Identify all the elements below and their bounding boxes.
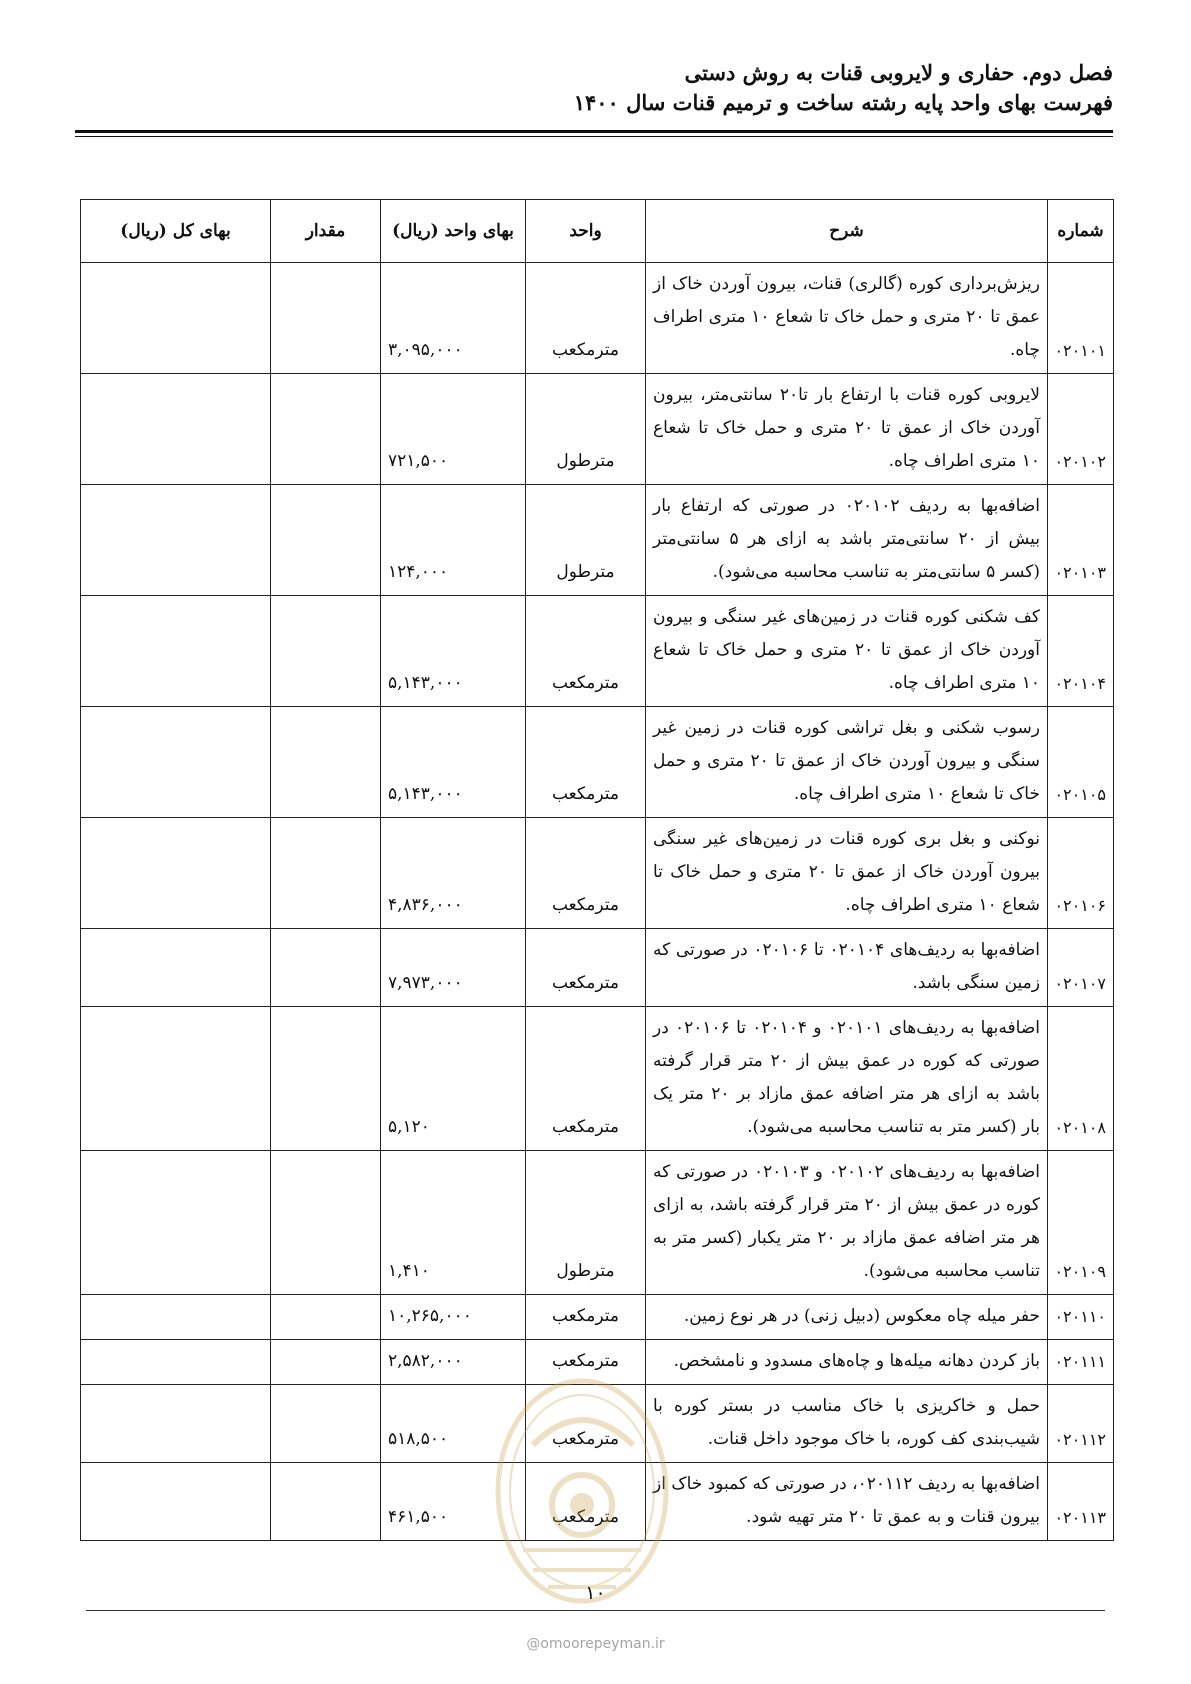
row-quantity <box>271 485 381 596</box>
row-quantity <box>271 818 381 929</box>
table-row <box>81 374 1114 485</box>
row-number: ۰۲۰۱۰۲ <box>1048 374 1114 485</box>
row-unit: مترمکعب <box>526 1385 646 1463</box>
row-number: ۰۲۰۱۰۴ <box>1048 596 1114 707</box>
row-total <box>81 707 271 818</box>
row-unit-price: ۷,۹۷۳,۰۰۰ <box>381 929 526 1007</box>
row-number: ۰۲۰۱۰۸ <box>1048 1007 1114 1151</box>
row-description: کف شکنی کوره قنات در زمین‌های غیر سنگی و بیرون آوردن خاک از عمق تا ۲۰ متری و حمل خاک تا شعاع ۱۰ متری اطراف چاه. <box>646 596 1048 707</box>
website-label: @omoorepeyman.ir <box>526 1636 665 1652</box>
row-total <box>81 263 271 374</box>
row-quantity <box>271 707 381 818</box>
row-quantity <box>271 929 381 1007</box>
row-quantity <box>271 1463 381 1541</box>
header-rule-thick <box>75 130 1113 133</box>
row-unit: مترطول <box>526 374 646 485</box>
row-quantity <box>271 596 381 707</box>
row-unit-price: ۴۶۱,۵۰۰ <box>381 1463 526 1541</box>
table-row <box>81 1295 1114 1340</box>
row-unit: مترمکعب <box>526 596 646 707</box>
row-unit-price: ۳,۰۹۵,۰۰۰ <box>381 263 526 374</box>
row-total <box>81 1151 271 1295</box>
price-list-table <box>80 199 1114 1541</box>
row-unit: مترطول <box>526 485 646 596</box>
row-unit-price: ۱۰,۲۶۵,۰۰۰ <box>381 1295 526 1340</box>
row-number: ۰۲۰۱۰۷ <box>1048 929 1114 1007</box>
table-row <box>81 929 1114 1007</box>
row-unit: مترمکعب <box>526 818 646 929</box>
row-unit: مترمکعب <box>526 929 646 1007</box>
row-unit: مترمکعب <box>526 707 646 818</box>
table-row <box>81 818 1114 929</box>
header-rule-thin <box>75 136 1113 137</box>
row-description: ریزش‌برداری کوره (گالری) قنات، بیرون آوردن خاک از عمق تا ۲۰ متری و حمل خاک تا شعاع ۱۰ متری اطراف چاه. <box>646 263 1048 374</box>
table-row <box>81 1463 1114 1541</box>
row-number: ۰۲۰۱۱۰ <box>1048 1295 1114 1340</box>
row-unit: مترمکعب <box>526 263 646 374</box>
row-description: باز کردن دهانه میله‌ها و چاه‌های مسدود و نامشخص. <box>646 1340 1048 1385</box>
row-unit-price: ۱۲۴,۰۰۰ <box>381 485 526 596</box>
page-number: ۱۰ <box>585 1582 606 1604</box>
row-description: اضافه‌بها به ردیف ۰۲۰۱۱۲، در صورتی که کمبود خاک از بیرون قنات و به عمق تا ۲۰ متر تهیه شود. <box>646 1463 1048 1541</box>
row-unit: مترمکعب <box>526 1007 646 1151</box>
table-body <box>81 263 1114 1541</box>
row-unit: مترمکعب <box>526 1340 646 1385</box>
row-description: حفر میله چاه معکوس (دبیل زنی) در هر نوع زمین. <box>646 1295 1048 1340</box>
row-description: اضافه‌بها به ردیف‌های ۰۲۰۱۰۲ و ۰۲۰۱۰۳ در صورتی که کوره در عمق بیش از ۲۰ متر قرار گرفته باشد، به ازای هر متر اضافه عمق مازاد بر ۲۰ متر یکبار (کسر متر به تناسب محاسبه می‌شود). <box>646 1151 1048 1295</box>
row-unit-price: ۲,۵۸۲,۰۰۰ <box>381 1340 526 1385</box>
row-total <box>81 1463 271 1541</box>
table-row <box>81 707 1114 818</box>
row-description: حمل و خاکریزی با خاک مناسب در بستر کوره با شیب‌بندی کف کوره، با خاک موجود داخل قنات. <box>646 1385 1048 1463</box>
table-row <box>81 263 1114 374</box>
table-row <box>81 485 1114 596</box>
row-total <box>81 374 271 485</box>
row-description: اضافه‌بها به ردیف‌های ۰۲۰۱۰۱ و ۰۲۰۱۰۴ تا ۰۲۰۱۰۶ در صورتی که کوره در عمق بیش از ۲۰ متر قرار گرفته باشد به ازای هر متر اضافه عمق مازاد بر ۲۰ متر یک بار (کسر متر به تناسب محاسبه می‌شود). <box>646 1007 1048 1151</box>
row-number: ۰۲۰۱۱۳ <box>1048 1463 1114 1541</box>
header-quantity: مقدار <box>271 200 381 263</box>
row-number: ۰۲۰۱۰۱ <box>1048 263 1114 374</box>
footer-rule <box>86 1610 1105 1611</box>
table-row <box>81 1340 1114 1385</box>
table-row <box>81 1385 1114 1463</box>
document-title: فهرست بهای واحد پایه رشته ساخت و ترمیم قنات سال ۱۴۰۰ <box>573 90 1113 115</box>
row-unit: مترطول <box>526 1151 646 1295</box>
header-unit-price: بهای واحد (ریال) <box>381 200 526 263</box>
row-quantity <box>271 1385 381 1463</box>
row-unit: مترمکعب <box>526 1463 646 1541</box>
row-total <box>81 818 271 929</box>
row-total <box>81 1295 271 1340</box>
row-number: ۰۲۰۱۰۶ <box>1048 818 1114 929</box>
row-description: رسوب شکنی و بغل تراشی کوره قنات در زمین غیر سنگی و بیرون آوردن خاک از عمق تا ۲۰ متری و حمل خاک تا شعاع ۱۰ متری اطراف چاه. <box>646 707 1048 818</box>
row-description: نوکنی و بغل بری کوره قنات در زمین‌های غیر سنگی بیرون آوردن خاک از عمق تا ۲۰ متری و حمل خاک تا شعاع ۱۰ متری اطراف چاه. <box>646 818 1048 929</box>
row-total <box>81 1007 271 1151</box>
row-number: ۰۲۰۱۰۵ <box>1048 707 1114 818</box>
table-row <box>81 1151 1114 1295</box>
row-number: ۰۲۰۱۱۱ <box>1048 1340 1114 1385</box>
page-header <box>75 58 1113 118</box>
row-number: ۰۲۰۱۰۹ <box>1048 1151 1114 1295</box>
row-description: اضافه‌بها به ردیف ۰۲۰۱۰۲ در صورتی که ارتفاع بار بیش از ۲۰ سانتی‌متر باشد به ازای هر ۵ سانتی‌متر (کسر ۵ سانتی‌متر به تناسب محاسبه می‌شود). <box>646 485 1048 596</box>
row-unit-price: ۵,۱۴۳,۰۰۰ <box>381 707 526 818</box>
row-unit-price: ۵,۱۴۳,۰۰۰ <box>381 596 526 707</box>
header-unit: واحد <box>526 200 646 263</box>
chapter-title: فصل دوم. حفاری و لایروبی قنات به روش دستی <box>684 60 1113 85</box>
row-quantity <box>271 1340 381 1385</box>
table-row <box>81 596 1114 707</box>
row-unit-price: ۵,۱۲۰ <box>381 1007 526 1151</box>
table-header-row <box>81 200 1114 263</box>
row-description: لایروبی کوره قنات با ارتفاع بار تا۲۰ سانتی‌متر، بیرون آوردن خاک از عمق تا ۲۰ متری و حمل خاک تا شعاع ۱۰ متری اطراف چاه. <box>646 374 1048 485</box>
row-quantity <box>271 1151 381 1295</box>
row-unit-price: ۵۱۸,۵۰۰ <box>381 1385 526 1463</box>
header-total: بهای کل (ریال) <box>81 200 271 263</box>
row-number: ۰۲۰۱۰۳ <box>1048 485 1114 596</box>
header-number: شماره <box>1048 200 1114 263</box>
row-description: اضافه‌بها به ردیف‌های ۰۲۰۱۰۴ تا ۰۲۰۱۰۶ در صورتی که زمین سنگی باشد. <box>646 929 1048 1007</box>
row-number: ۰۲۰۱۱۲ <box>1048 1385 1114 1463</box>
row-unit-price: ۷۲۱,۵۰۰ <box>381 374 526 485</box>
row-quantity <box>271 1007 381 1151</box>
table-row <box>81 1007 1114 1151</box>
row-total <box>81 1340 271 1385</box>
header-description: شرح <box>646 200 1048 263</box>
row-unit: مترمکعب <box>526 1295 646 1340</box>
row-unit-price: ۱,۴۱۰ <box>381 1151 526 1295</box>
row-quantity <box>271 1295 381 1340</box>
row-total <box>81 1385 271 1463</box>
row-total <box>81 929 271 1007</box>
row-quantity <box>271 374 381 485</box>
row-quantity <box>271 263 381 374</box>
row-unit-price: ۴,۸۳۶,۰۰۰ <box>381 818 526 929</box>
row-total <box>81 485 271 596</box>
row-total <box>81 596 271 707</box>
